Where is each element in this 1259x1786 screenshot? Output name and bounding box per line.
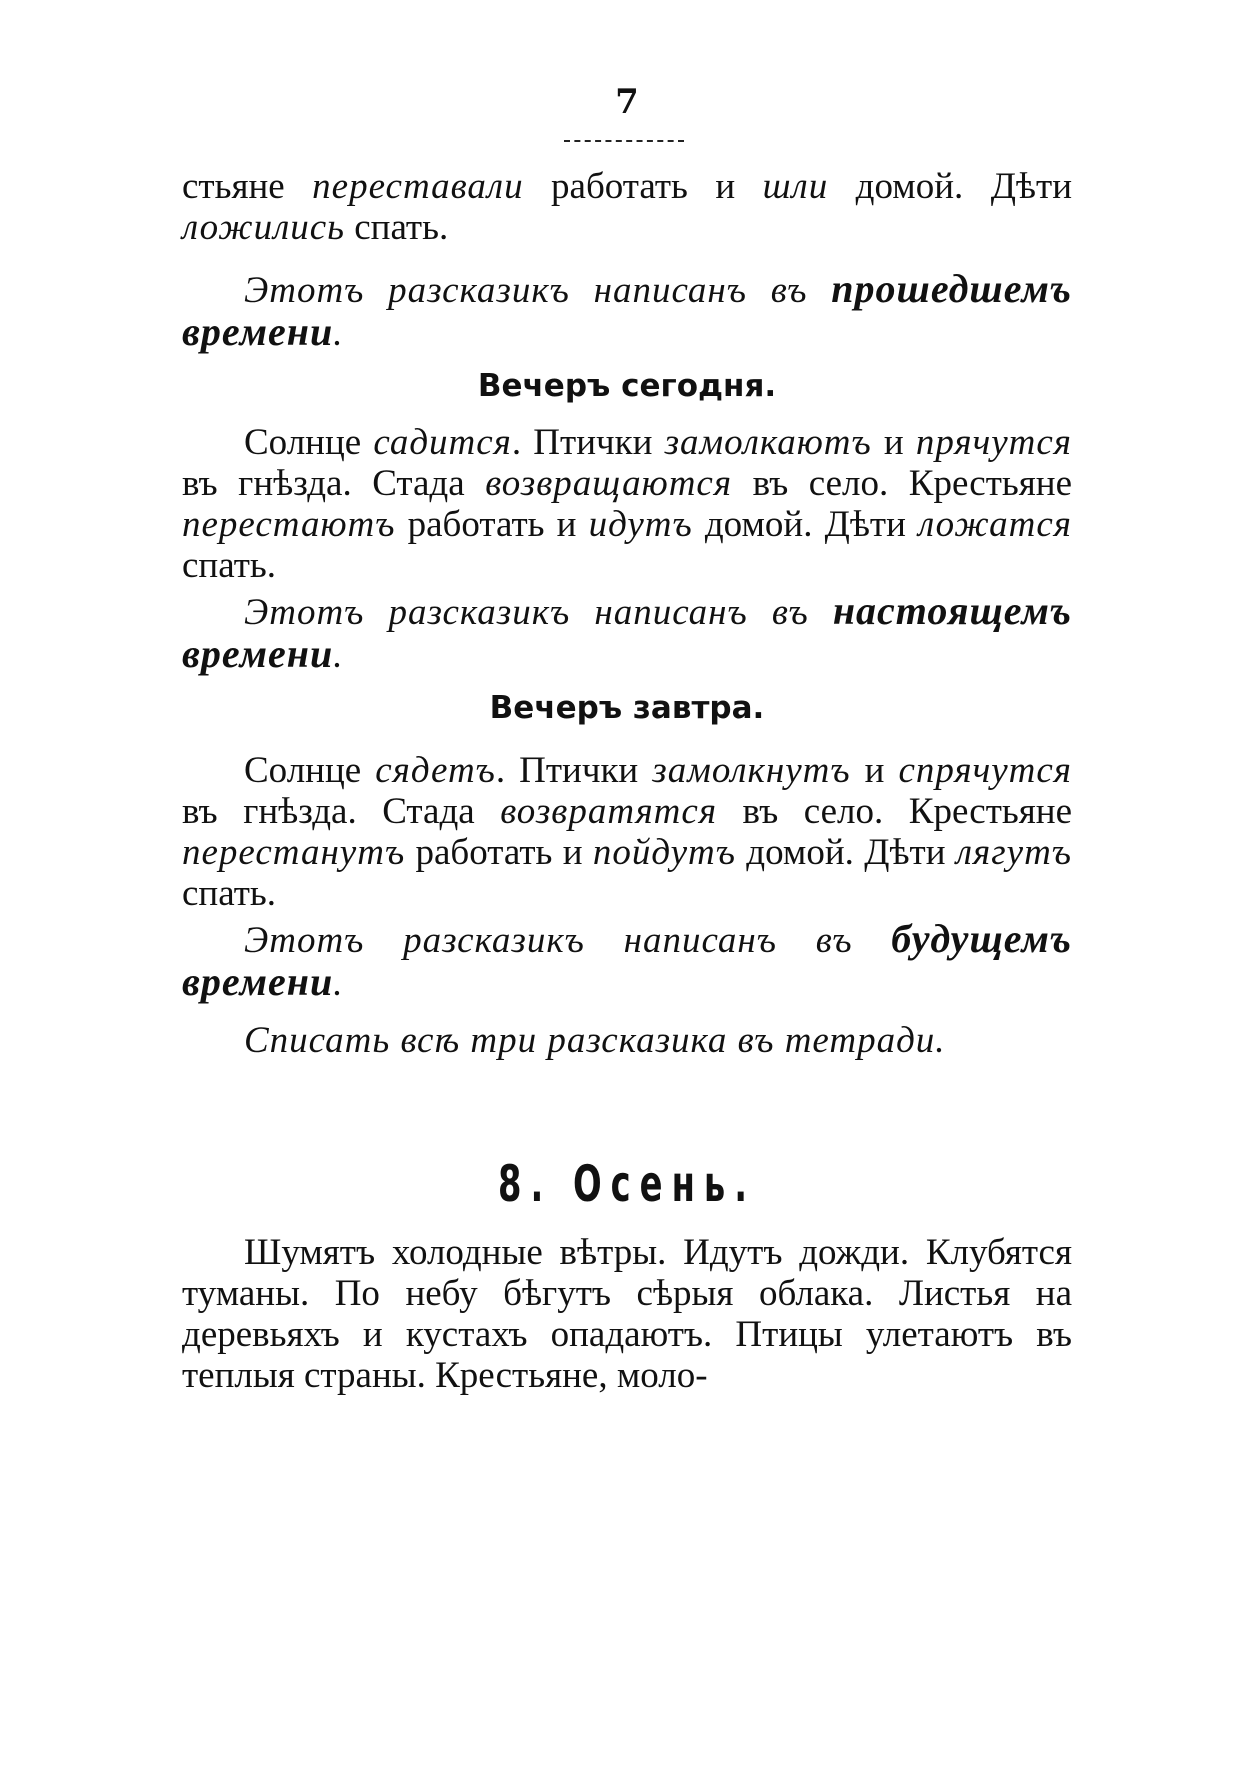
- exercise-task: [182, 1020, 1072, 1061]
- note-present-tense: [182, 590, 1072, 676]
- note-future-tense: [182, 918, 1072, 1004]
- note-text: Этотъ разсказикъ написанъ въ прошедшемъ времени.: [182, 266, 1072, 354]
- page-number: 7: [615, 82, 639, 122]
- page-number-rule: [564, 140, 684, 142]
- note-text: Этотъ разсказикъ написанъ въ настоящемъ времени.: [182, 588, 1072, 676]
- heading-evening-today: Вечеръ сегодня.: [477, 368, 777, 404]
- paragraph-text: Шумятъ холодные вѣтры. Идутъ дожди. Клубятся туманы. По небу бѣгутъ сѣрыя облака. Листья на деревьяхъ и кустахъ опадаютъ. Птицы улетаютъ въ теплыя страны. Крестьяне, моло-: [182, 1232, 1072, 1396]
- paragraph-text: Солнце сядетъ. Птички замолкнутъ и спрячутся въ гнѣзда. Стада возвратятся въ село. Крестьяне перестанутъ работать и пойдутъ домой. Дѣти лягутъ спать.: [182, 750, 1072, 914]
- task-text: Списать всѣ три разсказика въ тетради.: [244, 1020, 946, 1061]
- heading-evening-tomorrow: Вечеръ завтра.: [489, 690, 765, 726]
- paragraph-present: [182, 422, 1072, 586]
- paragraph-autumn: [182, 1232, 1072, 1396]
- paragraph-past-end: [182, 166, 1072, 248]
- paragraph-future: [182, 750, 1072, 914]
- note-past-tense: [182, 268, 1072, 354]
- paragraph-text: Солнце садится. Птички замолкаютъ и прячутся въ гнѣзда. Стада возвращаются въ село. Крестьяне перестаютъ работать и идутъ домой. Дѣти ложатся спать.: [182, 422, 1073, 586]
- note-text: Этотъ разсказикъ написанъ въ будущемъ времени.: [182, 916, 1072, 1004]
- paragraph-text: стьяне переставали работать и шли домой. Дѣти ложились спать.: [182, 166, 1072, 248]
- chapter-heading-autumn: 8. Осень.: [497, 1155, 757, 1213]
